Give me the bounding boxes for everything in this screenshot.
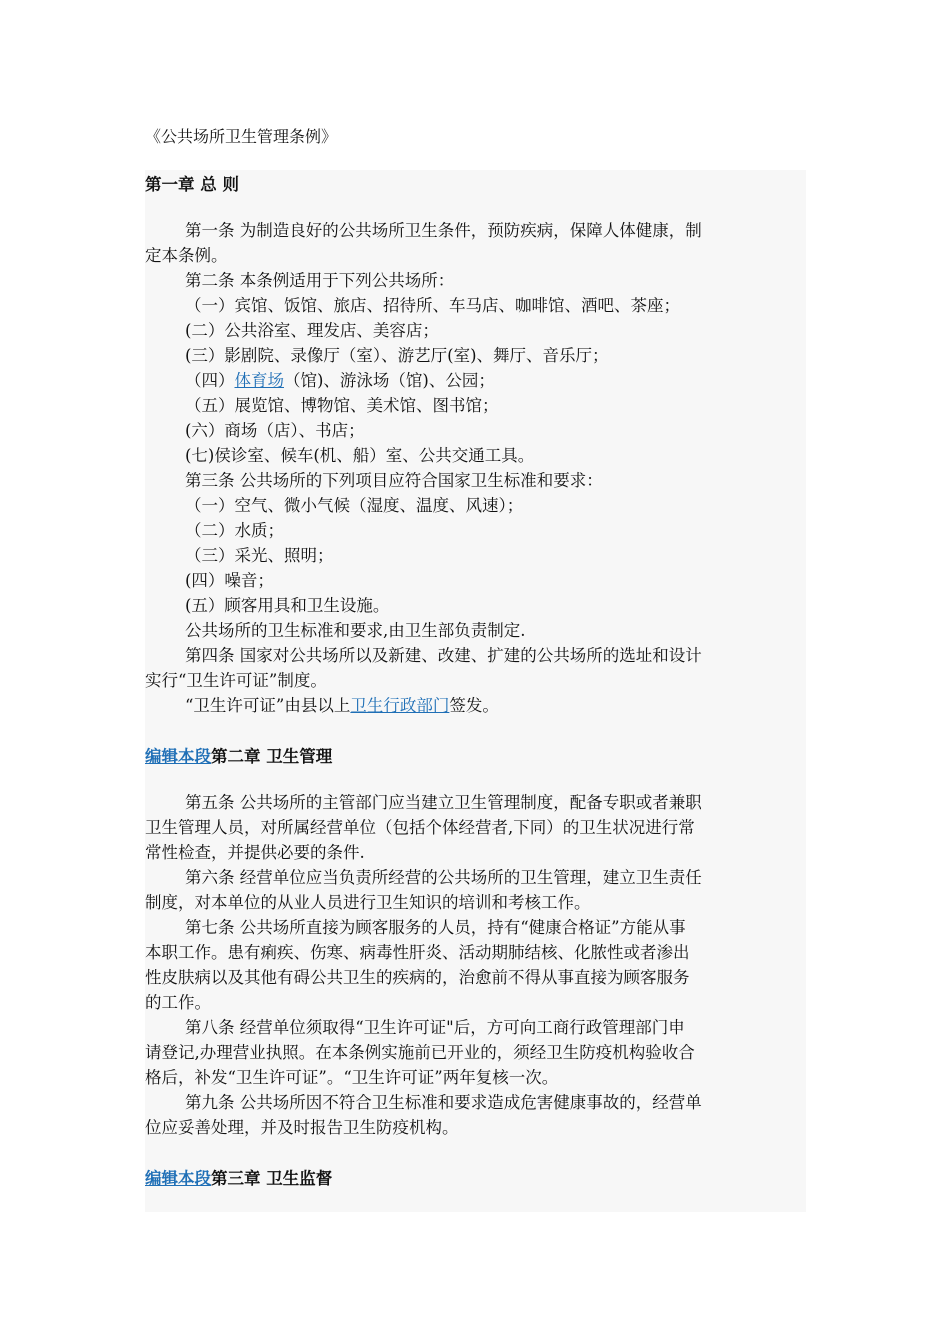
article-9-line-2: 位应妥善处理，并及时报告卫生防疫机构。 bbox=[145, 1118, 459, 1137]
article-4-note-suffix: 签发。 bbox=[449, 696, 499, 715]
article-5-line-3: 常性检查，并提供必要的条件. bbox=[145, 843, 365, 862]
article-7-line-3: 性皮肤病以及其他有碍公共卫生的疾病的，治愈前不得从事直接为顾客服务 bbox=[145, 968, 690, 987]
article-2-item-1: （一）宾馆、饭馆、旅店、招待所、车马店、咖啡馆、酒吧、茶座； bbox=[185, 296, 680, 315]
chapter-2-title: 第二章 卫生管理 bbox=[211, 747, 333, 766]
article-3-item-1: （一）空气、微小气候（湿度、温度、风速）； bbox=[185, 496, 524, 515]
article-2-item-2: (二）公共浴室、理发店、美容店； bbox=[185, 321, 439, 340]
article-3-item-4: (四）噪音； bbox=[185, 571, 274, 590]
article-2-item-6: (六）商场（店）、书店； bbox=[185, 421, 365, 440]
article-3: 第三条 公共场所的下列项目应符合国家卫生标准和要求： bbox=[185, 471, 603, 490]
spacer bbox=[145, 1140, 806, 1164]
article-2: 第二条 本条例适用于下列公共场所： bbox=[185, 271, 455, 290]
article-4-note bbox=[145, 693, 806, 718]
article-7-line-1: 第七条 公共场所直接为顾客服务的人员，持有“健康合格证”方能从事 bbox=[185, 918, 686, 937]
chapter-3-title: 第三章 卫生监督 bbox=[211, 1169, 333, 1188]
article-3-item-5: (五）顾客用具和卫生设施。 bbox=[185, 596, 390, 615]
article-3-note: 公共场所的卫生标准和要求,由卫生部负责制定. bbox=[185, 621, 526, 640]
chapter-2-edit-link[interactable]: 编辑本段 bbox=[145, 747, 211, 766]
article-8-line-1: 第八条 经营单位须取得“卫生许可证"后，方可向工商行政管理部门申 bbox=[185, 1018, 685, 1037]
health-admin-link[interactable]: 卫生行政部门 bbox=[350, 696, 450, 715]
chapter-1-title: 第一章 总 则 bbox=[145, 175, 239, 194]
spacer bbox=[145, 718, 806, 742]
article-7-line-4: 的工作。 bbox=[145, 993, 211, 1012]
article-2-item-4-prefix: （四） bbox=[185, 371, 235, 390]
document-body bbox=[145, 170, 806, 1212]
article-6-line-1: 第六条 经营单位应当负责所经营的公共场所的卫生管理，建立卫生责任 bbox=[185, 868, 702, 887]
article-2-item-4 bbox=[145, 368, 806, 393]
article-5-line-2: 卫生管理人员，对所属经营单位（包括个体经营者,下同）的卫生状况进行常 bbox=[145, 818, 695, 837]
article-8-line-2: 请登记,办理营业执照。在本条例实施前已开业的，须经卫生防疫机构验收合 bbox=[145, 1043, 695, 1062]
article-7-line-2: 本职工作。患有痢疾、伤寒、病毒性肝炎、活动期肺结核、化脓性或者渗出 bbox=[145, 943, 690, 962]
chapter-3-edit-link[interactable]: 编辑本段 bbox=[145, 1169, 211, 1188]
article-8-line-3: 格后，补发“卫生许可证”。“卫生许可证”两年复核一次。 bbox=[145, 1068, 559, 1087]
article-1-line-1: 第一条 为制造良好的公共场所卫生条件，预防疾病，保障人体健康，制 bbox=[185, 221, 702, 240]
chapter-3-heading bbox=[145, 1164, 806, 1194]
chapter-2-heading bbox=[145, 742, 806, 772]
stadium-link[interactable]: 体育场 bbox=[234, 371, 284, 390]
document-title: 《公共场所卫生管理条例》 bbox=[145, 127, 338, 146]
article-2-item-3: (三）影剧院、录像厅（室）、游艺厅(室)、舞厅、音乐厅； bbox=[185, 346, 609, 365]
article-2-item-4-suffix: （馆)、游泳场（馆)、公园； bbox=[284, 371, 495, 390]
article-4-line-1: 第四条 国家对公共场所以及新建、改建、扩建的公共场所的选址和设计 bbox=[185, 646, 702, 665]
article-6-line-2: 制度，对本单位的从业人员进行卫生知识的培训和考核工作。 bbox=[145, 893, 591, 912]
chapter-1-heading bbox=[145, 170, 806, 200]
article-2-item-5: （五）展览馆、博物馆、美术馆、图书馆； bbox=[185, 396, 499, 415]
article-2-item-7: (七)侯诊室、候车(机、船）室、公共交通工具。 bbox=[185, 446, 535, 465]
article-1-line-2: 定本条例。 bbox=[145, 246, 228, 265]
article-4-note-prefix: “卫生许可证”由县以上 bbox=[185, 696, 351, 715]
article-4-line-2: 实行“卫生许可证”制度。 bbox=[145, 671, 327, 690]
article-5-line-1: 第五条 公共场所的主管部门应当建立卫生管理制度，配备专职或者兼职 bbox=[185, 793, 702, 812]
article-3-item-2: （二）水质； bbox=[185, 521, 284, 540]
article-9-line-1: 第九条 公共场所因不符合卫生标准和要求造成危害健康事故的，经营单 bbox=[185, 1093, 702, 1112]
article-3-item-3: （三）采光、照明； bbox=[185, 546, 334, 565]
